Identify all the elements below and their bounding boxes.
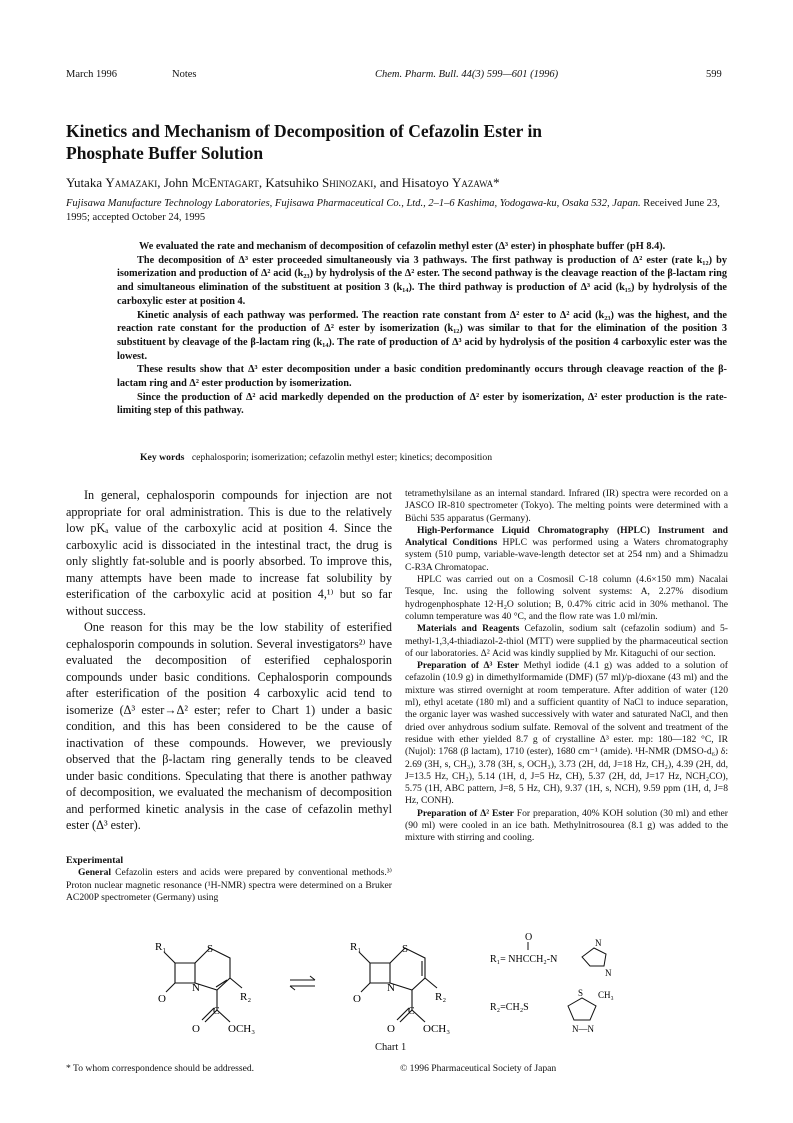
equilibrium-arrows bbox=[290, 976, 315, 990]
reverse-arrow-head bbox=[290, 986, 295, 990]
ester-oxygen-label: O bbox=[387, 1023, 395, 1035]
author-last-name: McEntagart bbox=[191, 175, 259, 190]
introduction bbox=[66, 487, 392, 834]
materials-text: Cefazolin, sodium salt (cefazolin sodium) and 5-methyl-1,3,4-thiadiazol-2-thiol (MTT) were supplied by the pharmaceutical section of our laboratories. Δ² Acid was kindly supplied by Mr. Kitaguchi of our section. bbox=[405, 623, 729, 659]
thiadiazole-nn-label: N—N bbox=[572, 1024, 594, 1034]
affiliation-text: Fujisawa Manufacture Technology Laboratories, Fujisawa Pharmaceutical Co., Ltd., 2–1–6 Kashima, Yodogawa-ku, Osaka 532, Japan. bbox=[66, 198, 641, 209]
methyl-label: CH₃ bbox=[598, 990, 614, 1000]
prep-delta2-paragraph bbox=[405, 808, 728, 845]
chart-caption: Chart 1 bbox=[375, 1042, 407, 1053]
r1-bond bbox=[164, 952, 175, 963]
carbonyl-bond bbox=[166, 983, 175, 992]
author-last-name: Yamazaki bbox=[105, 175, 158, 190]
materials-paragraph bbox=[405, 623, 728, 660]
sulfur-label: S bbox=[207, 943, 214, 955]
nitrogen-label: N bbox=[192, 982, 200, 994]
carbonyl-oxygen-label: O bbox=[525, 932, 533, 943]
tetrazole-n-label: N bbox=[595, 938, 602, 948]
experimental-general bbox=[66, 867, 392, 904]
author-first-name: Katsuhiko bbox=[265, 175, 319, 190]
author-separator: , bbox=[258, 175, 263, 190]
copyright: © 1996 Pharmaceutical Society of Japan bbox=[400, 1063, 557, 1074]
corresponding-mark: * bbox=[493, 175, 500, 190]
received-date: Received June 23, 1995; accepted October 24, 1995 bbox=[66, 198, 720, 223]
general-label: General bbox=[78, 867, 112, 879]
header-date: March 1996 bbox=[66, 69, 118, 80]
beta-lactam-ring bbox=[370, 963, 390, 983]
keywords-label: Key words bbox=[140, 452, 185, 463]
r1-label: R₁ bbox=[350, 941, 362, 953]
abstract-paragraph: Kinetic analysis of each pathway was performed. The reaction rate constant from Δ² ester to Δ² acid (k₂₃) was the highest, and the reaction rate constant for the production of Δ² ester by isomerization (k₁₂) was similar to that for the elimination of the position 3 substituent by cleavage of the β-lactam ring (k₁₄). The rate of production of Δ³ acid by hydrolysis of the position 4 carboxylic ester was the lowest. bbox=[117, 309, 727, 362]
hplc-text: HPLC was performed using a Waters chromatography system (510 pump, variable-wave-length detector set at 254 nm) and a Shimadzu C-R3A Chromatopac. bbox=[405, 537, 728, 573]
carbon-label: C bbox=[213, 1006, 220, 1017]
article-title: Kinetics and Mechanism of Decomposition of Cefazolin Ester in Phosphate Buffer Solution bbox=[66, 121, 543, 163]
r2-label: R₂ bbox=[240, 991, 252, 1003]
abstract-paragraph: Since the production of Δ² acid markedly depended on the production of Δ² ester by isomerization, Δ² ester production is the rate-limiting step of this pathway. bbox=[117, 391, 727, 417]
forward-arrow-head bbox=[310, 976, 315, 980]
author-list bbox=[66, 175, 746, 191]
oxygen-label: O bbox=[353, 993, 361, 1005]
hplc-label: High-Performance Liquid Chromatography (HPLC) Instrument and Analytical Conditions bbox=[405, 524, 728, 549]
tetrazole-n-label: N bbox=[605, 968, 612, 978]
beta-lactam-ring bbox=[175, 963, 195, 983]
tetrazole-ring bbox=[582, 948, 606, 966]
r2-label: R₂ bbox=[435, 991, 447, 1003]
affiliation bbox=[66, 197, 731, 225]
nitrogen-label: N bbox=[387, 982, 395, 994]
intro-paragraph: One reason for this may be the low stability of esterified cephalosporin compounds in solution. Several investigators²⁾ have evaluated the decomposition of esterified cephalosporin compounds under basic conditions. Cephalosporin compounds after esterification of the position 4 carboxylic acid tend to isomerize (Δ³ ester→Δ² ester; refer to Chart 1) under a basic condition, and this has been considered to be the cause of inactivation of these compounds. However, we previously observed that the β-lactam ring generally tends to be cleaved under basic conditions. Speculating that there is another pathway of decomposition, we evaluated the mechanism of decomposition and performed kinetic analysis in the case of cefazolin methyl ester (Δ³ ester). bbox=[66, 620, 392, 832]
r1-bond bbox=[359, 952, 370, 963]
intro-paragraph: In general, cephalosporin compounds for injection are not appropriate for oral administration. This is due to the relatively low pKₐ value of the carboxylic acid at position 4. Since the carboxylic acid is dissociated in the intestinal tract, the drug is only slightly fat-soluble and is poorly absorbed. To improve this, many attempts have been made to increase fat solubility by esterification of the carboxylic acid at position 4,¹⁾ but so far without success. bbox=[66, 488, 392, 618]
abstract-paragraph: The decomposition of Δ³ ester proceeded simultaneously via 3 pathways. The first pathway is production of Δ² ester (rate k₁₂) by isomerization and production of Δ² acid (k₂₃) by hydrolysis of the Δ² ester. The second pathway is the cleavage reaction of the β-lactam ring and simultaneous elimination of the substituent at position 3 (k₁₄). The third pathway is production of Δ³ acid (k₁₅) by hydrolysis of the carboxylic ester at position 4. bbox=[117, 254, 727, 307]
prep-delta2-text: For preparation, 40% KOH solution (30 ml) and ether (90 ml) were cooled in an ice bath. Methylnitrosourea (8.1 g) was added to the mixture with stirring and cooling. bbox=[405, 807, 728, 844]
delta3-ester-structure bbox=[164, 948, 242, 1022]
och3-label: OCH₃ bbox=[228, 1023, 256, 1035]
r2-bond bbox=[230, 978, 242, 988]
author-first-name: Hisatoyo bbox=[401, 175, 449, 190]
prep-delta3-text: Methyl iodide (4.1 g) was added to a solution of cefazolin (10.9 g) in dimethylformamide (DMF) (57 ml)/p-dioxane (43 ml) and the mixture was stirred overnight at room temperature. After addition of water (120 ml), ethyl acetate (180 ml) and a sufficient quantity of NaCl to induce separation, the organic layer was washed successively with water and saturated NaCl, and then dried over anhydrous sodium sulfate. Removal of the solvent and treatment of the residue with ether yielded 8.7 g of crystalline Δ³ ester. mp: 180—182 °C, IR (Nujol): 1768 (β lactam), 1710 (ester), 1680 cm⁻¹ (amide). ¹H-NMR (DMSO-d₆) δ: 2.69 (3H, s, CH₃), 3.78 (3H, s, OCH₃), 3.73 (2H, dd, J=18 Hz, CH₂), 4.39 (2H, dd, J=13.5 Hz, CH₂), 5.14 (1H, d, J=5 Hz, CH), 5.37 (2H, dd, J=17 Hz, NCH₂CO), 5.75 (1H, ABC pattern, J=8, 5 Hz, CH), 9.37 (1H, s, NCH), 9.59 ppm (1H, d, J=8 Hz, CONH). bbox=[405, 660, 729, 807]
author-first-name: John bbox=[163, 175, 189, 190]
materials-label: Materials and Reagents bbox=[417, 623, 520, 635]
keywords bbox=[140, 452, 492, 463]
r2-definition: R₂=CH₂S bbox=[490, 1002, 529, 1013]
methods-paragraph: tetramethylsilane as an internal standard. Infrared (IR) spectra were recorded on a JASCO IR-810 spectrometer (Tokyo). The melting points were determined with a Büchi 535 apparatus (Germany). bbox=[405, 488, 728, 524]
carbon-label: C bbox=[408, 1006, 415, 1017]
general-text: Cefazolin esters and acids were prepared by conventional methods.³⁾ Proton nuclear magnetic resonance (¹H-NMR) spectra were determined on a Bruker AC200P spectrometer (Germany) using bbox=[66, 867, 392, 903]
header-page-number: 599 bbox=[706, 69, 722, 80]
substituent-definitions bbox=[490, 932, 614, 1034]
r1-definition: R₁= NHCCH₂-N bbox=[490, 954, 558, 965]
och3-label: OCH₃ bbox=[423, 1023, 451, 1035]
prep-delta2-label: Preparation of Δ² Ester bbox=[417, 807, 514, 819]
footnote: * To whom correspondence should be addressed. bbox=[66, 1063, 255, 1074]
carbonyl-bond bbox=[361, 983, 370, 992]
ester-oxygen-label: O bbox=[192, 1023, 200, 1035]
thiadiazole-s-label: S bbox=[578, 988, 584, 998]
keywords-text: cephalosporin; isomerization; cefazolin methyl ester; kinetics; decomposition bbox=[191, 452, 493, 463]
delta2-ester-structure bbox=[359, 948, 437, 1022]
r2-bond bbox=[425, 978, 437, 988]
header-journal: Chem. Pharm. Bull. 44(3) 599—601 (1996) bbox=[375, 69, 559, 80]
author-first-name: Yutaka bbox=[66, 175, 103, 190]
author-last-name: Yazawa bbox=[451, 175, 494, 190]
sulfur-label: S bbox=[402, 943, 409, 955]
experimental-section bbox=[66, 855, 392, 904]
abstract-paragraph: These results show that Δ³ ester decomposition under a basic condition predominantly occurs through cleavage reaction of the β-lactam ring and Δ² ester production by isomerization. bbox=[117, 364, 727, 390]
hplc-column-paragraph: HPLC was carried out on a Cosmosil C-18 column (4.6×150 mm) Nacalai Tesque, Inc. using the following solvent systems: A, 2.27% disodium hydrogenphosphate 12·H₂O solution; B, 0.47% citric acid in 30% methanol. The column temperature was 40 °C, and the flow rate was 1.0 ml/min. bbox=[405, 574, 728, 622]
right-column bbox=[405, 488, 728, 845]
prep-delta3-label: Preparation of Δ³ Ester bbox=[417, 660, 519, 672]
author-last-name: Shinozaki bbox=[322, 175, 374, 190]
abstract bbox=[117, 240, 727, 418]
oxygen-label: O bbox=[158, 993, 166, 1005]
header-section: Notes bbox=[172, 69, 197, 80]
chart-1-structures bbox=[150, 928, 650, 1058]
abstract-paragraph: We evaluated the rate and mechanism of decomposition of cefazolin methyl ester (Δ³ ester) in phosphate buffer (pH 8.4). bbox=[139, 241, 666, 252]
thiadiazole-ring bbox=[568, 998, 596, 1020]
prep-delta3-paragraph bbox=[405, 660, 728, 808]
experimental-heading: Experimental bbox=[66, 855, 124, 866]
r1-label: R₁ bbox=[155, 941, 167, 953]
author-separator: , bbox=[373, 175, 377, 190]
author-conjunction: and bbox=[379, 175, 399, 190]
author-separator: , bbox=[157, 175, 161, 190]
hplc-paragraph bbox=[405, 525, 728, 574]
